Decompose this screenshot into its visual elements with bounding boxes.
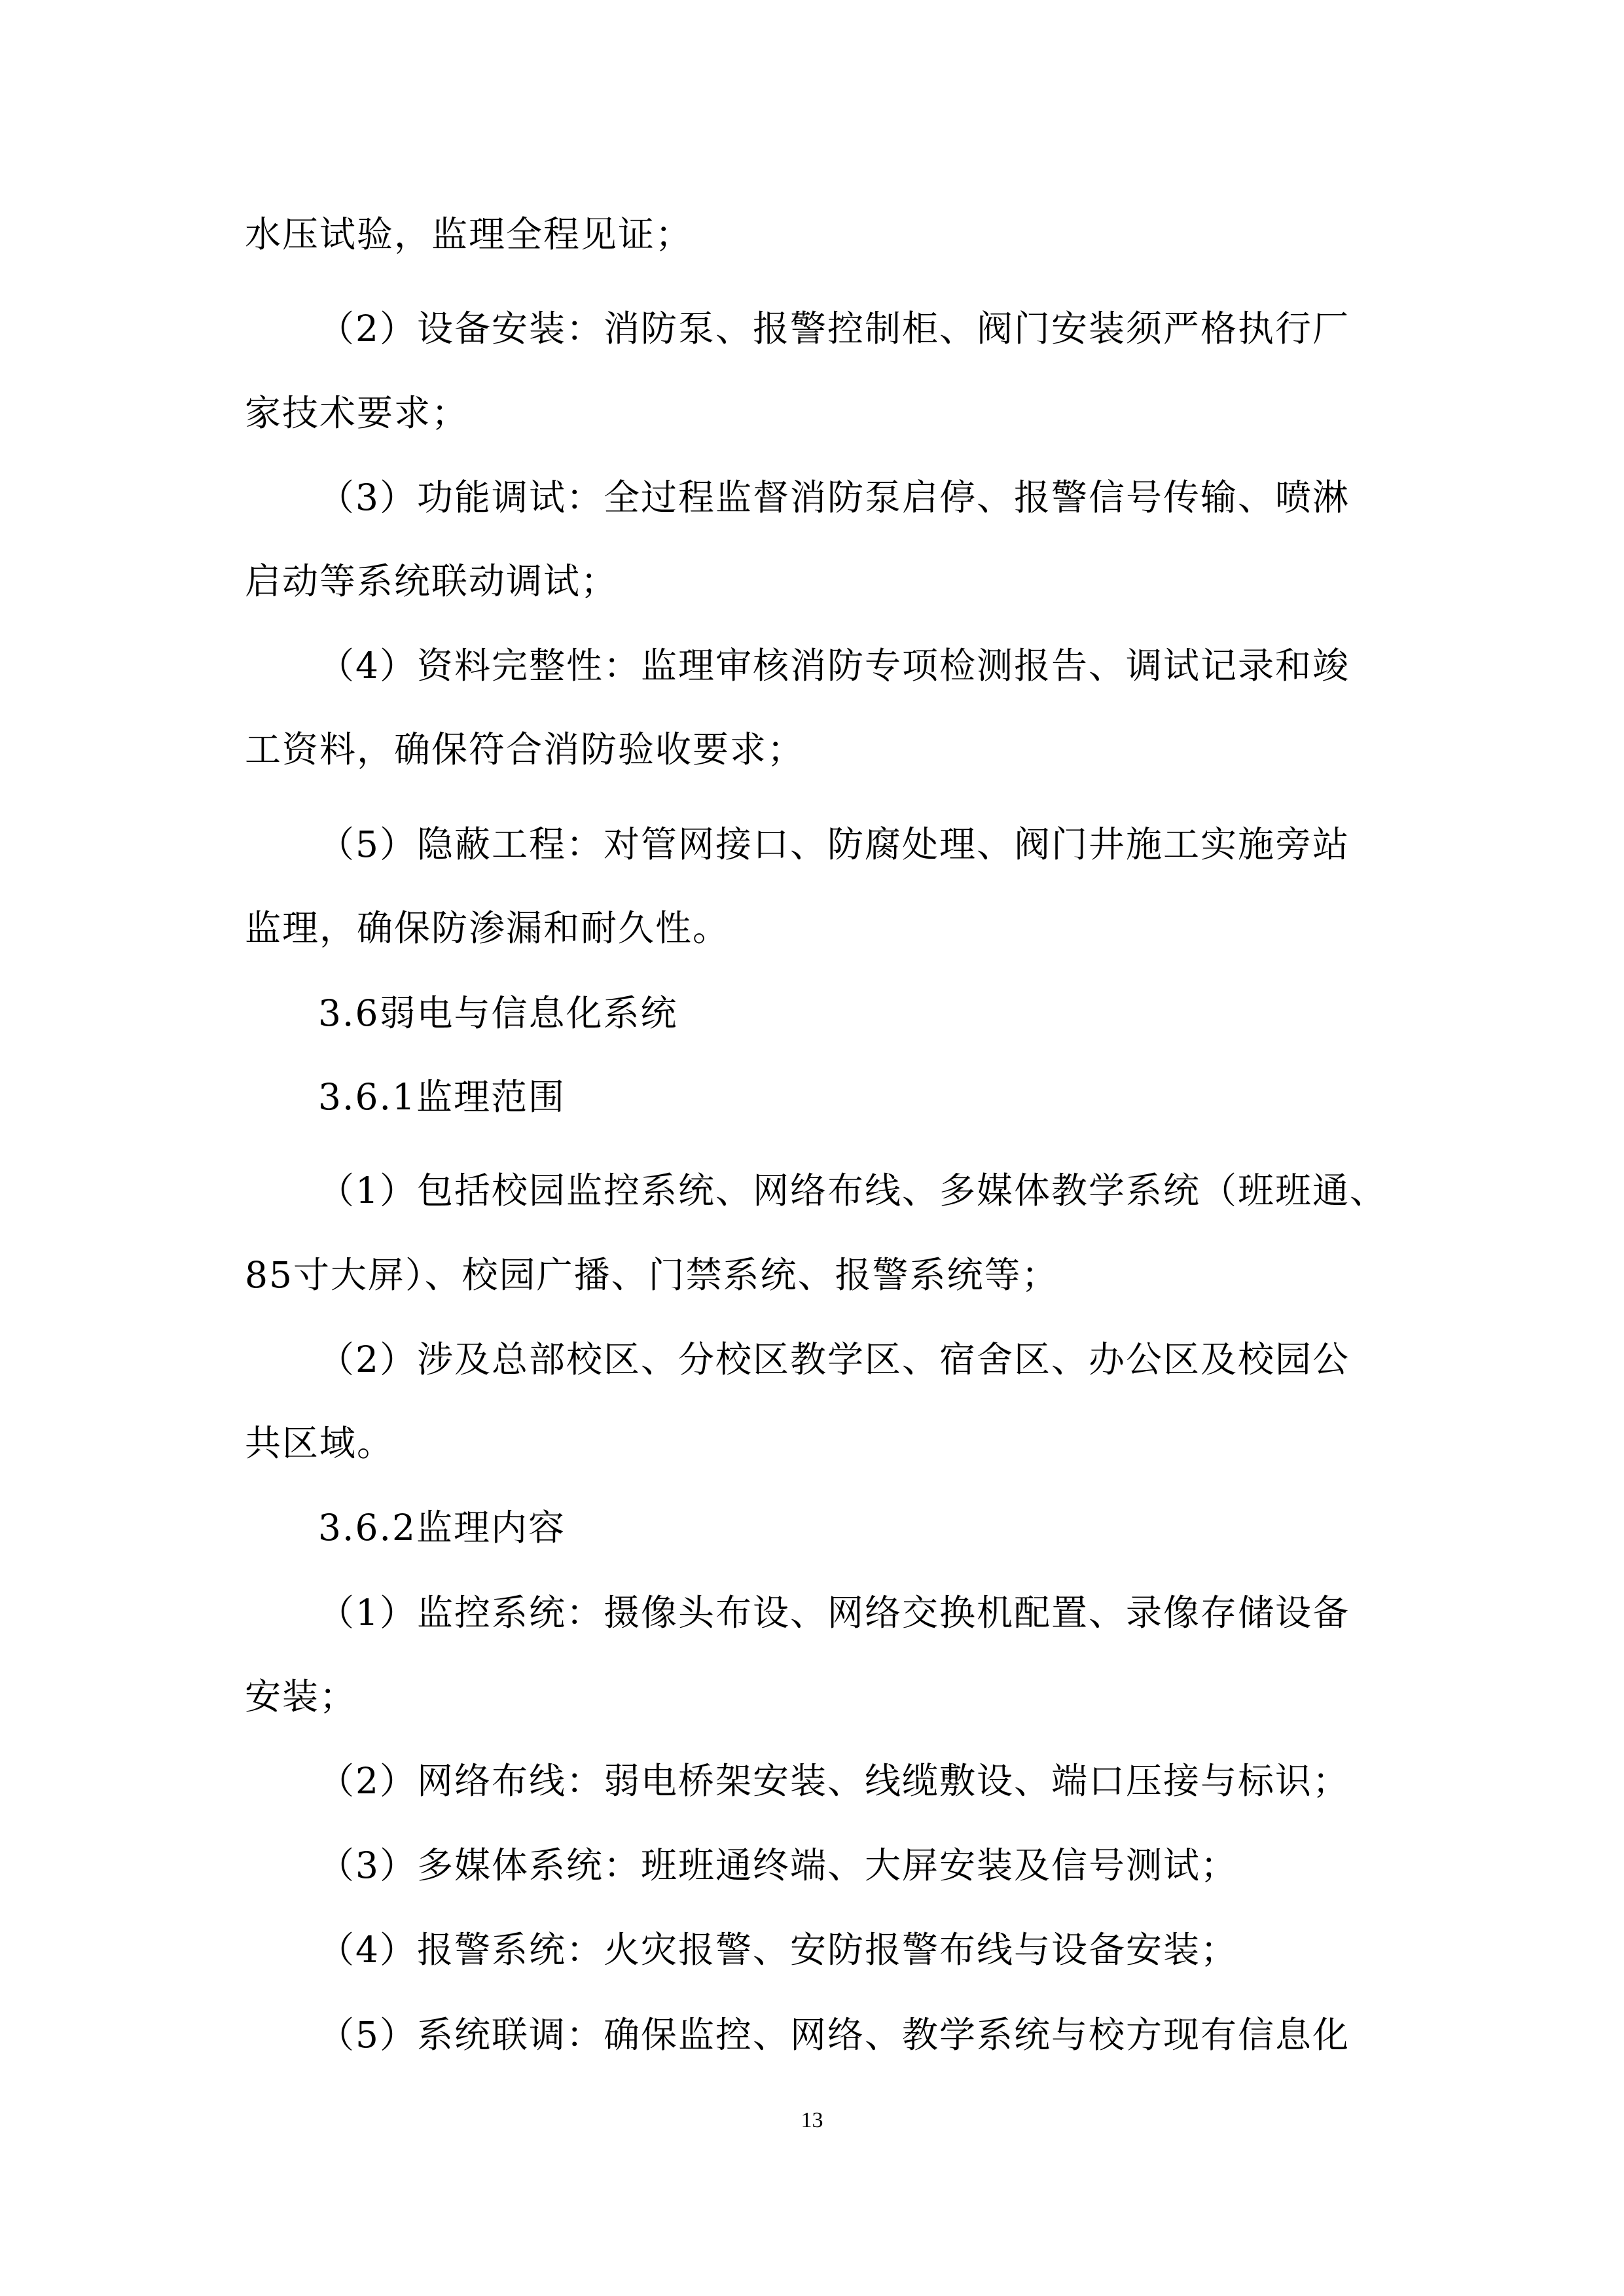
body-line-13: 85寸大屏）、校园广播、门禁系统、报警系统等； bbox=[245, 1254, 1059, 1296]
body-line-2: （2）设备安装：消防泵、报警控制柜、阀门安装须严格执行厂 bbox=[318, 308, 1350, 350]
section-heading-3-6: 3.6弱电与信息化系统 bbox=[318, 992, 678, 1034]
body-line-21: （4）报警系统：火灾报警、安防报警布线与设备安装； bbox=[318, 1929, 1238, 1971]
body-line-9: 监理，确保防渗漏和耐久性。 bbox=[245, 907, 731, 949]
body-line-3: 家技术要求； bbox=[245, 392, 469, 434]
body-line-17: （1）监控系统：摄像头布设、网络交换机配置、录像存储设备 bbox=[318, 1592, 1350, 1634]
body-line-6: （4）资料完整性：监理审核消防专项检测报告、调试记录和竣 bbox=[318, 645, 1350, 687]
body-line-12: （1）包括校园监控系统、网络布线、多媒体教学系统（班班通、 bbox=[318, 1170, 1387, 1211]
body-line-18: 安装； bbox=[245, 1676, 357, 1717]
body-line-14: （2）涉及总部校区、分校区教学区、宿舍区、办公区及校园公 bbox=[318, 1338, 1350, 1380]
body-line-1: 水压试验，监理全程见证； bbox=[245, 213, 693, 255]
body-line-7: 工资料，确保符合消防验收要求； bbox=[245, 728, 805, 770]
body-line-22: （5）系统联调：确保监控、网络、教学系统与校方现有信息化 bbox=[318, 2014, 1350, 2056]
subsection-heading-3-6-2: 3.6.2监理内容 bbox=[318, 1507, 566, 1549]
body-line-15: 共区域。 bbox=[245, 1422, 395, 1464]
page-number: 13 bbox=[801, 2108, 823, 2132]
body-line-5: 启动等系统联动调试； bbox=[245, 560, 619, 602]
body-line-8: （5）隐蔽工程：对管网接口、防腐处理、阀门井施工实施旁站 bbox=[318, 823, 1350, 865]
body-line-4: （3）功能调试：全过程监督消防泵启停、报警信号传输、喷淋 bbox=[318, 476, 1350, 518]
body-line-19: （2）网络布线：弱电桥架安装、线缆敷设、端口压接与标识； bbox=[318, 1760, 1350, 1802]
body-line-20: （3）多媒体系统：班班通终端、大屏安装及信号测试； bbox=[318, 1844, 1238, 1886]
subsection-heading-3-6-1: 3.6.1监理范围 bbox=[318, 1076, 566, 1118]
